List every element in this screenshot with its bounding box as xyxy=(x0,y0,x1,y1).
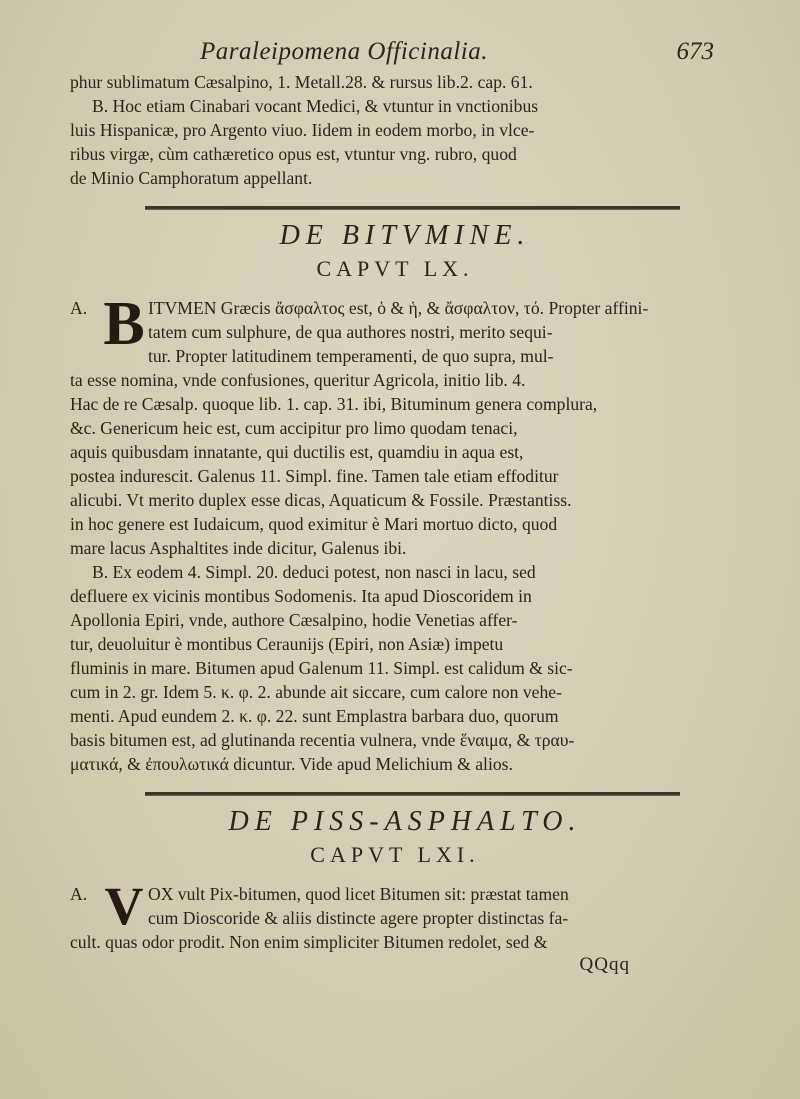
text-line: fluminis in mare. Bitumen apud Galenum 11. Simpl. est calidum & sic- xyxy=(70,658,573,678)
body-paragraph xyxy=(70,930,720,954)
section-bitumen xyxy=(70,220,720,776)
opening-paragraph xyxy=(70,290,720,368)
body-paragraph xyxy=(70,368,720,776)
section-title: DE PISS-ASPHALTO. xyxy=(228,806,582,837)
chapter-heading: CAPVT LX. xyxy=(316,256,474,281)
text-line: aquis quibusdam innatante, qui ductilis est, quamdiu in aqua est, xyxy=(70,442,524,462)
opening-paragraph xyxy=(70,876,720,936)
text-line: basis bitumen est, ad glutinanda recentia vulnera, vnde ἕναιμα, & τραυ- xyxy=(70,730,575,750)
page-content xyxy=(70,38,720,976)
page-header xyxy=(70,38,720,66)
text-line: B. Hoc etiam Cinabari vocant Medici, & vtuntur in vnctionibus xyxy=(92,96,539,116)
text-line: tatem cum sulphure, de qua authores nostri, merito sequi- xyxy=(148,322,553,342)
section-title: DE BITVMINE. xyxy=(279,220,531,251)
text-line: ribus virgæ, cùm cathæretico opus est, vtuntur vng. rubro, quod xyxy=(70,144,517,164)
text-line: postea indurescit. Galenus 11. Simpl. fine. Tamen tale etiam effoditur xyxy=(70,466,559,486)
text-line: Hac de re Cæsalp. quoque lib. 1. cap. 31. ibi, Bituminum genera complura, xyxy=(70,394,598,414)
text-line: menti. Apud eundem 2. κ. φ. 22. sunt Emplastra barbara duo, quorum xyxy=(70,706,559,726)
paragraph-marker: A. xyxy=(70,884,88,904)
text-line: cult. quas odor prodit. Non enim simpliciter Bitumen redolet, sed & xyxy=(70,932,548,952)
text-line: defluere ex vicinis montibus Sodomenis. Ita apud Dioscoridem in xyxy=(70,586,532,606)
text-line: phur sublimatum Cæsalpino, 1. Metall.28. & rursus lib.2. cap. 61. xyxy=(70,72,533,92)
text-line: Apollonia Epiri, vnde, authore Cæsalpino, hodie Venetias affer- xyxy=(70,610,518,630)
opening-lines xyxy=(148,882,720,930)
text-line: de Minio Camphoratum appellant. xyxy=(70,168,313,188)
text-line: ματικά, & ἐπουλωτικά dicuntur. Vide apud Melichium & alios. xyxy=(70,754,513,774)
text-line: ITVMEN Græcis ἄσφαλτος est, ὁ & ἡ, & ἄσφαλτον, τό. Propter affini- xyxy=(148,298,649,318)
text-line: in hoc genere est Iudaicum, quod eximitur è Mari mortuo dicto, quod xyxy=(70,514,558,534)
text-line: B. Ex eodem 4. Simpl. 20. deduci potest, non nasci in lacu, sed xyxy=(92,562,536,582)
catchword: QQqq xyxy=(579,954,630,975)
paragraph-marker: A. xyxy=(70,298,88,318)
text-line: cum in 2. gr. Idem 5. κ. φ. 2. abunde ait siccare, cum calore non vehe- xyxy=(70,682,562,702)
text-line: tur, deuoluitur è montibus Ceraunijs (Epiri, non Asiæ) impetu xyxy=(70,634,504,654)
section-divider xyxy=(145,792,680,796)
section-divider xyxy=(145,206,680,210)
text-line: tur. Propter latitudinem temperamenti, de quo supra, mul- xyxy=(148,346,554,366)
drop-cap: B xyxy=(103,290,145,358)
text-line: OX vult Pix-bitumen, quod licet Bitumen sit: præstat tamen xyxy=(148,884,569,904)
text-line: ta esse nomina, vnde confusiones, queritur Agricola, initio lib. 4. xyxy=(70,370,526,390)
text-line: &c. Genericum heic est, cum accipitur pro limo quodam tenaci, xyxy=(70,418,518,438)
page-number: 673 xyxy=(676,38,714,65)
text-line: luis Hispanicæ, pro Argento viuo. Iidem in eodem morbo, in vlce- xyxy=(70,120,535,140)
drop-cap: V xyxy=(104,876,144,936)
text-line: mare lacus Asphaltites inde dicitur, Galenus ibi. xyxy=(70,538,407,558)
section-pissasphalto xyxy=(70,806,720,954)
opening-lines xyxy=(148,296,720,368)
intro-paragraph xyxy=(70,70,720,190)
text-line: alicubi. Vt merito duplex esse dicas, Aquaticum & Fossile. Præstantiss. xyxy=(70,490,572,510)
chapter-heading: CAPVT LXI. xyxy=(310,842,480,867)
text-line: cum Dioscoride & aliis distincte agere propter distinctas fa- xyxy=(148,908,569,928)
running-head: Paraleipomena Officinalia. xyxy=(200,38,488,65)
